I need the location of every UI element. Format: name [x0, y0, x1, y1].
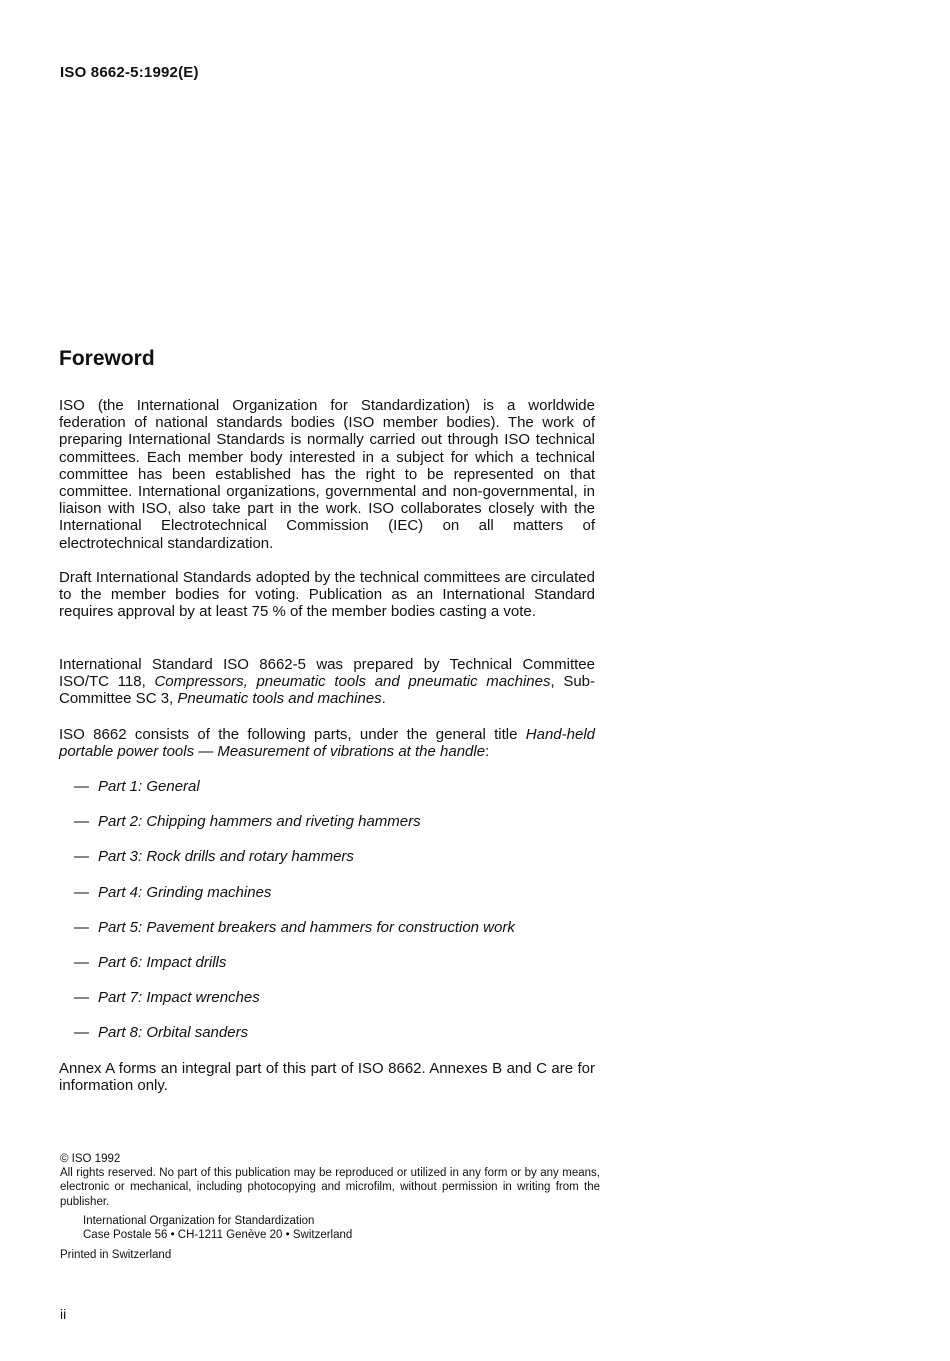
list-item [74, 919, 515, 954]
document-header-code: ISO 8662-5:1992(E) [60, 64, 199, 81]
list-dash: — [74, 989, 89, 1007]
page-title: Foreword [59, 347, 155, 370]
list-item [74, 954, 515, 989]
foreword-paragraph-4 [59, 726, 595, 760]
list-dash: — [74, 813, 89, 831]
foreword-paragraph-3 [59, 656, 595, 708]
list-dash: — [74, 778, 89, 795]
list-dash: — [74, 883, 89, 901]
foreword-paragraph-5: Annex A forms an integral part of this part of ISO 8662. Annexes B and C are for information only. [59, 1060, 595, 1095]
part-label: Part 6: Impact drills [98, 953, 227, 971]
committee-text-start: International Standard ISO 8662-5 was prepared by Technical Committee ISO/TC 118, [59, 656, 595, 691]
foreword-paragraph-1: ISO (the International Organization for Standardization) is a worldwide federation of national standards bodies (ISO member bodies). The work of preparing International Standards is normally carried out through ISO technical committees. Each member body interested in a subject for which a technical committee has been established has the right to be represented on that committee. International organizations, governmental and non-governmental, in liaison with ISO, also take part in the work. ISO collaborates closely with the International Electrotechnical Commission (IEC) on all matters of electrotechnical standardization. [59, 397, 595, 552]
publisher-postal-address: Case Postale 56 • CH-1211 Genève 20 • Switzerland [83, 1229, 353, 1242]
printed-location: Printed in Switzerland [60, 1249, 172, 1262]
part-label: Part 8: Orbital sanders [98, 1024, 249, 1042]
list-item [74, 989, 515, 1024]
subcommittee-title: Pneumatic tools and machines [177, 690, 382, 708]
copyright-line: © ISO 1992 [60, 1153, 121, 1165]
foreword-paragraph-2: Draft International Standards adopted by the technical committees are circulated to the member bodies for voting. Publication as an International Standard requires approval by at least 75 % of the member bodies casting a vote. [59, 569, 595, 621]
publisher-name: International Organization for Standardization [83, 1214, 315, 1227]
list-item [74, 813, 515, 848]
rights-reserved-text: All rights reserved. No part of this publication may be reproduced or utilized in any form or by any means, electronic or mechanical, including photocopying and microfilm, without permission in writing from the publisher. [60, 1167, 600, 1208]
list-dash: — [74, 918, 89, 936]
parts-list [74, 778, 515, 1060]
committee-title: Compressors, pneumatic tools and pneumatic machines [154, 673, 551, 691]
list-item [74, 778, 515, 813]
general-title-end: : [485, 743, 490, 761]
list-dash: — [74, 1024, 89, 1042]
copyright-block [60, 1152, 600, 1262]
list-dash: — [74, 848, 89, 866]
committee-text-end: . [381, 690, 386, 708]
part-label: Part 4: Grinding machines [98, 883, 272, 901]
committee-text-middle: , Sub-Committee SC 3, [59, 673, 596, 708]
list-dash: — [74, 953, 89, 971]
list-item [74, 1024, 515, 1059]
part-label: Part 2: Chipping hammers and riveting hammers [98, 813, 421, 831]
part-label: Part 5: Pavement breakers and hammers for construction work [98, 918, 515, 936]
part-label: Part 1: General [98, 778, 200, 795]
publisher-address [83, 1214, 600, 1242]
general-title-intro: ISO 8662 consists of the following parts, under the general title [59, 726, 526, 743]
list-item [74, 848, 515, 883]
part-label: Part 7: Impact wrenches [98, 989, 260, 1007]
part-label: Part 3: Rock drills and rotary hammers [98, 848, 354, 866]
page-number: ii [60, 1306, 67, 1322]
list-item [74, 884, 515, 919]
general-title: Hand-held portable power tools — Measurement of vibrations at the handle [59, 726, 595, 761]
